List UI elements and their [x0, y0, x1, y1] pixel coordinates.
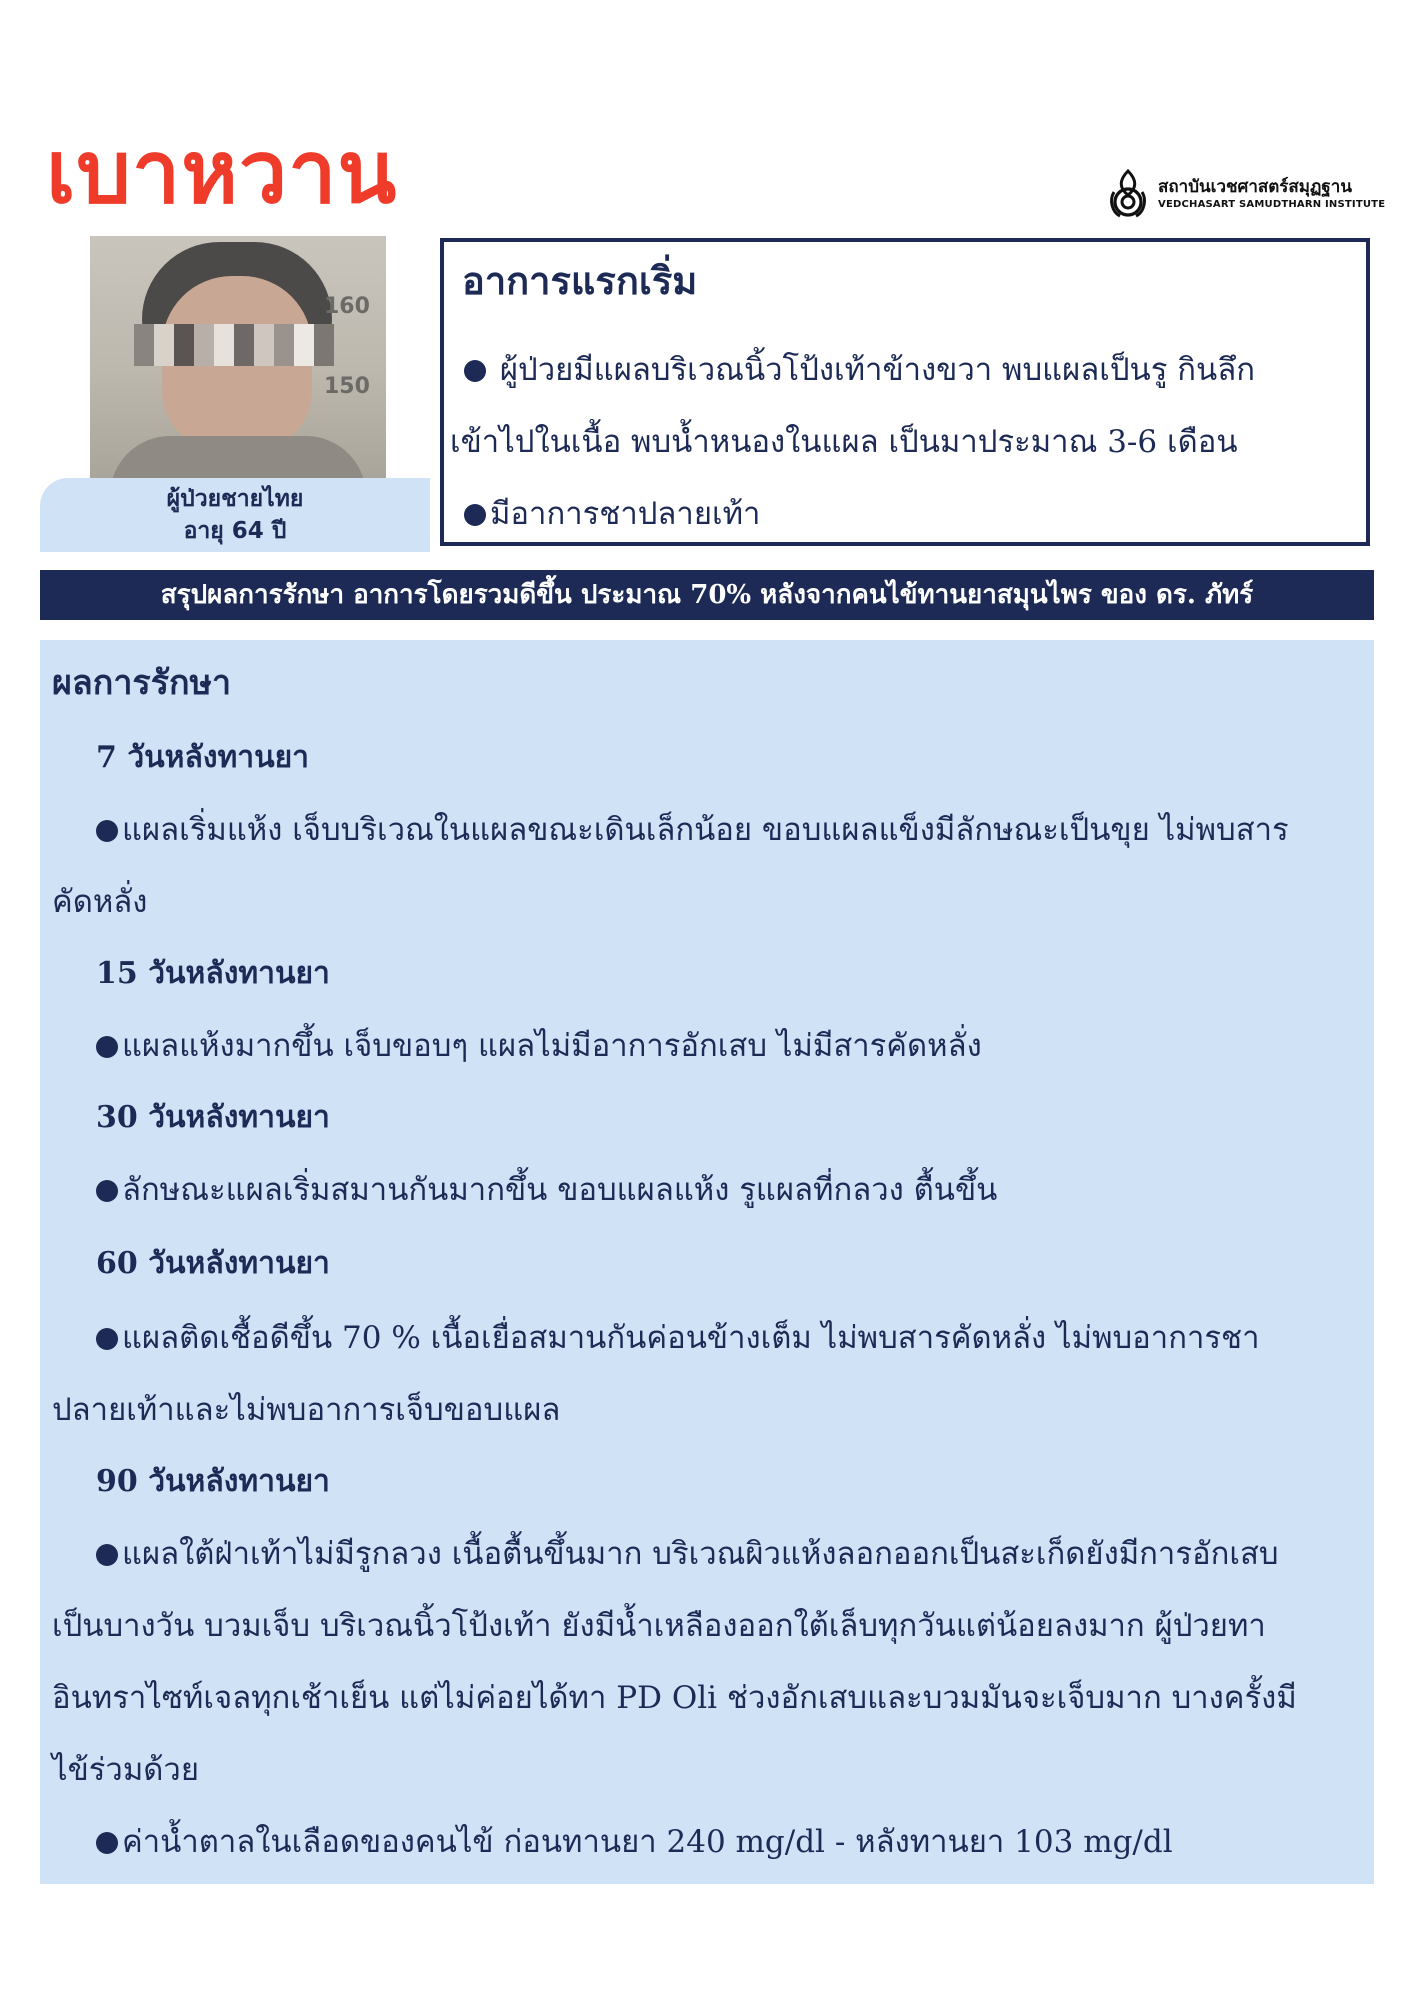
- day-30-text: ลักษณะแผลเริ่มสมานกันมากขึ้น ขอบแผลแห้ง รูแผลที่กลวง ตื้นขึ้น: [96, 1168, 997, 1212]
- treatment-summary-banner: สรุปผลการรักษา อาการโดยรวมดีขึ้น ประมาณ 70% หลังจากคนไข้ทานยาสมุนไพร ของ ดร. ภัทร์: [40, 570, 1374, 620]
- patient-photo: [90, 236, 386, 478]
- results-heading: ผลการรักษา: [52, 663, 232, 703]
- day-90-text: อินทราไซท์เจลทุกเช้าเย็น แต่ไม่ค่อยได้ทา PD Oli ช่วงอักเสบและบวมมันจะเจ็บมาก บางครั้งมี: [52, 1680, 1297, 1716]
- bullet-icon: [464, 360, 486, 382]
- symptom-line: เข้าไปในเนื้อ พบน้ำหนองในแผล เป็นมาประมาณ 3-6 เดือน: [450, 424, 1238, 460]
- day-60-text: แผลติดเชื้อดีขึ้น 70 % เนื้อเยื่อสมานกันค่อนข้างเต็ม ไม่พบสารคัดหลั่ง ไม่พบอาการชา: [96, 1316, 1259, 1360]
- initial-symptoms-heading: อาการแรกเริ่ม: [462, 258, 698, 303]
- day-7-label: 7 วันหลังทานยา: [96, 740, 310, 775]
- day-90-text: ไข้ร่วมด้วย: [52, 1752, 199, 1788]
- day-90-label: 90 วันหลังทานยา: [96, 1464, 330, 1499]
- day-7-text: คัดหลั่ง: [52, 884, 148, 920]
- day-15-text: แผลแห้งมากขึ้น เจ็บขอบๆ แผลไม่มีอาการอักเสบ ไม่มีสารคัดหลั่ง: [96, 1024, 982, 1068]
- day-30-label: 30 วันหลังทานยา: [96, 1100, 330, 1135]
- photo-height-mark-160: 160: [324, 294, 370, 319]
- day-90-text: แผลใต้ฝ่าเท้าไม่มีรูกลวง เนื้อตื้นขึ้นมาก บริเวณผิวแห้งลอกออกเป็นสะเก็ดยังมีการอักเสบ: [96, 1532, 1279, 1576]
- patient-info-tab: [40, 478, 430, 552]
- bullet-icon: [96, 1832, 118, 1854]
- blood-sugar-text: ค่าน้ำตาลในเลือดของคนไข้ ก่อนทานยา 240 mg/dl - หลังทานยา 103 mg/dl: [96, 1820, 1173, 1864]
- symptom-line: ผู้ป่วยมีแผลบริเวณนิ้วโป้งเท้าข้างขวา พบแผลเป็นรู กินลึก: [464, 348, 1255, 392]
- bullet-icon: [96, 1328, 118, 1350]
- symptom-line: มีอาการชาปลายเท้า: [464, 492, 760, 536]
- patient-age: อายุ 64 ปี: [183, 518, 287, 544]
- institute-logo-icon: [1106, 168, 1150, 220]
- day-15-label: 15 วันหลังทานยา: [96, 956, 330, 991]
- bullet-icon: [96, 1036, 118, 1058]
- treatment-results-panel: [40, 640, 1374, 1884]
- institute-logo: [1106, 166, 1386, 222]
- day-60-text: ปลายเท้าและไม่พบอาการเจ็บขอบแผล: [52, 1392, 561, 1428]
- page-title: เบาหวาน: [46, 123, 398, 223]
- logo-name-english: VEDCHASART SAMUDTHARN INSTITUTE: [1158, 199, 1386, 210]
- day-90-text: เป็นบางวัน บวมเจ็บ บริเวณนิ้วโป้งเท้า ยังมีน้ำเหลืองออกใต้เล็บทุกวันแต่น้อยลงมาก ผู้ป่วยทา: [52, 1608, 1266, 1644]
- bullet-icon: [96, 820, 118, 842]
- bullet-icon: [96, 1544, 118, 1566]
- day-7-text: แผลเริ่มแห้ง เจ็บบริเวณในแผลขณะเดินเล็กน้อย ขอบแผลแข็งมีลักษณะเป็นขุย ไม่พบสาร: [96, 808, 1289, 852]
- initial-symptoms-box: [440, 238, 1370, 546]
- photo-height-mark-150: 150: [324, 374, 370, 399]
- bullet-icon: [464, 504, 486, 526]
- patient-gender: ผู้ป่วยชายไทย: [166, 486, 304, 512]
- bullet-icon: [96, 1180, 118, 1202]
- face-censor-bar: [134, 324, 334, 366]
- day-60-label: 60 วันหลังทานยา: [96, 1246, 330, 1281]
- logo-name-thai: สถาบันเวชศาสตร์สมุฏฐาน: [1158, 177, 1352, 197]
